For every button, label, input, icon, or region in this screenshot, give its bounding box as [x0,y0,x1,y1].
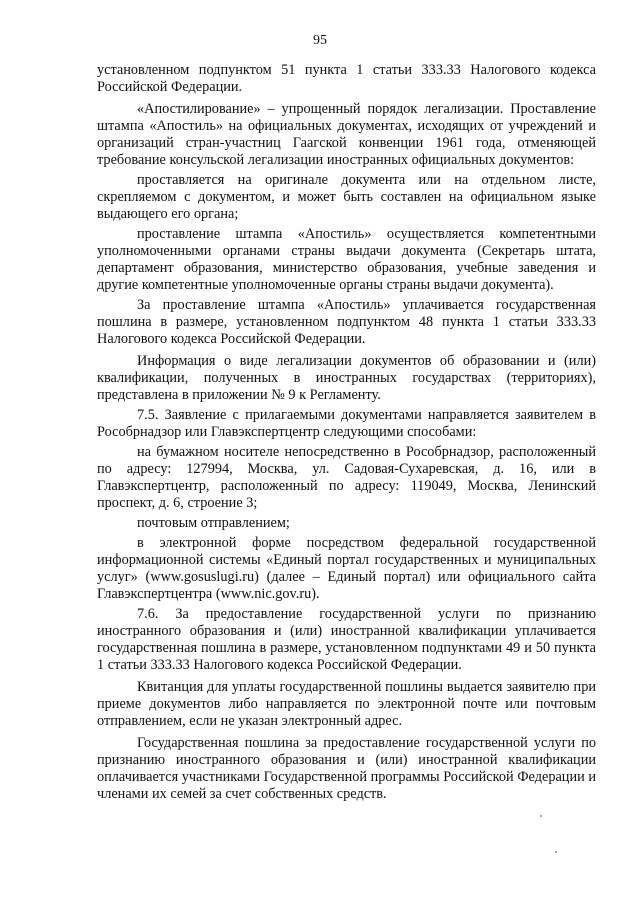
paragraph-continuation: установленном подпунктом 51 пункта 1 статьи 333.33 Налогового кодекса Российской Федерации. [97,62,596,95]
paragraph-section-7-6: 7.6. За предоставление государственной услуги по признанию иностранного образования и (или) иностранной квалификации уплачивается государственная пошлина в размере, установленном подпунктами 49 и 50 пункта 1 статьи 333.33 Налогового кодекса Российской Федерации. [97,606,596,673]
paragraph-apostille-fee: За проставление штампа «Апостиль» уплачивается государственная пошлина в размере, установленном подпунктом 48 пункта 1 статьи 333.33 Налогового кодекса Российской Федерации. [97,297,596,347]
paragraph-electronic-submission: в электронной форме посредством федеральной государственной информационной системы «Единый портал государственных и муниципальных услуг» (www.gosuslugi.ru) (далее – Единый портал) или официального сайта Главэкспертцентра (www.nic.gov.ru). [97,535,596,602]
document-body [97,62,596,803]
scan-speck [540,815,542,817]
paragraph-fee-payment: Государственная пошлина за предоставление государственной услуги по признанию иностранного образования и (или) иностранной квалификации оплачивается участниками Государственной программы Российской Федерации и членами их семей за счет собственных средств. [97,735,596,802]
page-number: 95 [313,33,327,48]
paragraph-postal-submission: почтовым отправлением; [137,515,290,531]
paragraph-section-7-5: 7.5. Заявление с прилагаемыми документами направляется заявителем в Рособрнадзор или Главэкспертцентр следующими способами: [97,407,596,440]
paragraph-fee-receipt: Квитанция для уплаты государственной пошлины выдается заявителю при приеме документов либо направляется по электронной почте или почтовым отправлением, если не указан электронный адрес. [97,679,596,729]
scan-speck [555,851,557,853]
paragraph-apostille-definition: «Апостилирование» – упрощенный порядок легализации. Проставление штампа «Апостиль» на официальных документах, исходящих от учреждений и организаций стран-участниц Гаагской конвенции 1961 года, отменяющей требование консульской легализации иностранных официальных документов: [97,101,596,168]
paragraph-paper-submission: на бумажном носителе непосредственно в Рособрнадзор, расположенный по адресу: 127994, Москва, ул. Садовая-Сухаревская, д. 16, или в Главэкспертцентр, расположенный по адресу: 119049, Москва, Ленинский проспект, д. 6, строение 3; [97,444,596,511]
paragraph-apostille-authority: проставление штампа «Апостиль» осуществляется компетентными уполномоченными органами страны выдачи документа (Секретарь штата, департамент образования, министерство образования, учебные заведения и другие компетентные уполномоченные органы страны выдачи документа). [97,226,596,293]
paragraph-legalization-info: Информация о виде легализации документов об образовании и (или) квалификации, полученных в иностранных государствах (территориях), представлена в приложении № 9 к Регламенту. [97,353,596,403]
paragraph-apostille-placement: проставляется на оригинале документа или на отдельном листе, скрепляемом с документом, и может быть составлен на официальном языке выдающего его органа; [97,172,596,222]
